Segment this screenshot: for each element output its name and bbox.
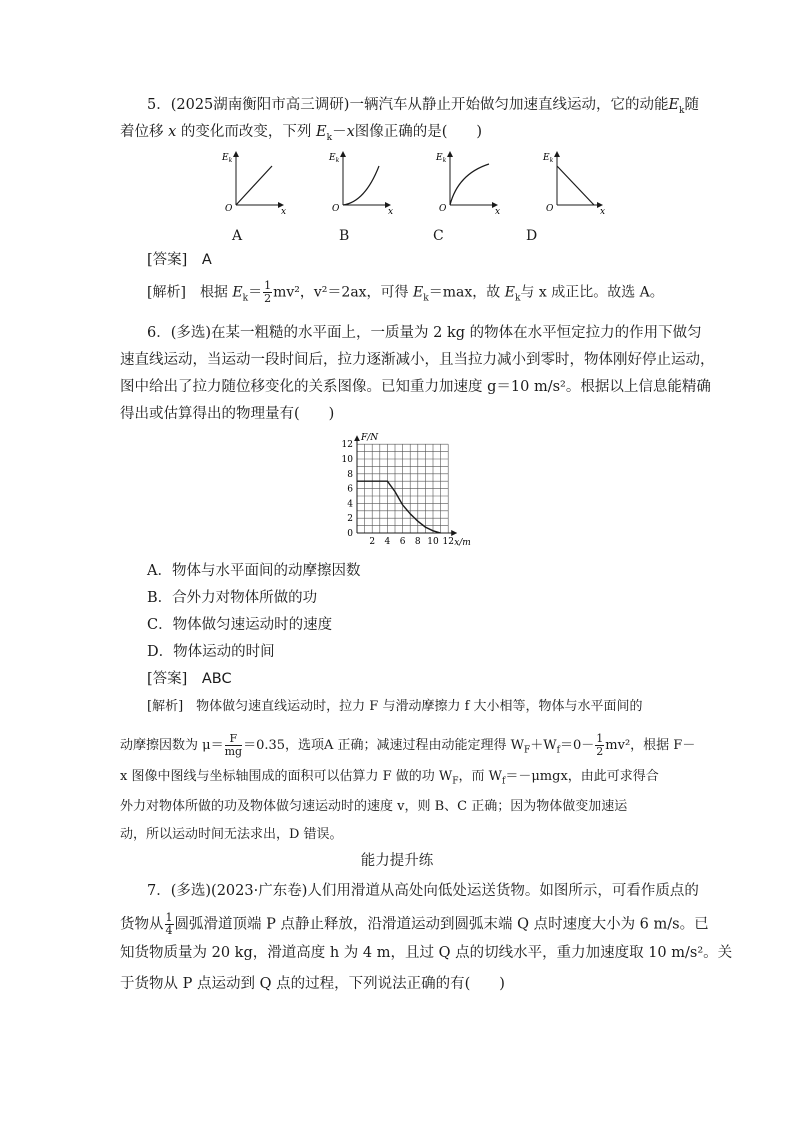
q6-line-3: 图中给出了拉力随位移变化的关系图像。已知重力加速度 g＝10 m/s²。根据以上信息能精确 — [120, 379, 711, 395]
q5-analysis: [解析] 根据 $E_k=$ $\frac{1}{2}$ mv²，v²＝2ax，可得 $E_k=\max$，故 $E_k$与 x 成正比。故选 A。 — [147, 279, 664, 305]
x-tick-label: 2 — [369, 537, 376, 547]
svg-text:x: x — [388, 207, 394, 217]
svg-text:x: x — [600, 207, 606, 217]
x-tick-label: 12 — [442, 537, 454, 547]
q5-text: 5．(2025湖南衡阳市高三调研)一辆汽车从静止开始做匀加速直线运动，它的动能 — [147, 97, 669, 113]
y-tick-label: 2 — [347, 514, 353, 525]
analysis-tag: [解析] — [147, 699, 184, 714]
x-tick-label: 8 — [414, 537, 421, 547]
graph-b-curve — [343, 166, 379, 205]
svg-text:Ek: $E_k$ — [436, 153, 447, 164]
q7-line-3: 知货物质量为 20 kg，滑道高度 h 为 4 m，且过 Q 点的切线水平，重力加速度取 10 m/s²。关 — [120, 945, 733, 961]
q7-line-4: 于货物从 P 点运动到 Q 点的过程，下列说法正确的有( ) — [120, 976, 505, 992]
x-tick-label: 10 — [427, 537, 439, 547]
q6-option-d: D．物体运动的时间 — [147, 644, 275, 660]
fx-chart-series — [357, 481, 441, 533]
graph-d — [542, 152, 605, 217]
q6-option-c: C．物体做匀速运动时的速度 — [147, 617, 333, 633]
force-curve — [357, 481, 441, 533]
svg-text:O: O — [439, 204, 447, 214]
graph-c-curve — [450, 164, 489, 205]
x-tick-label: 4 — [384, 537, 391, 547]
q6-option-a: A．物体与水平面间的动摩擦因数 — [147, 563, 361, 579]
q6-answer — [147, 669, 232, 689]
graph-d-line — [557, 166, 594, 205]
graph-a-line — [236, 166, 272, 205]
graph-b — [328, 152, 393, 217]
y-tick-label: 0 — [347, 529, 353, 539]
q7-line-1: 7．(多选)(2023·广东卷)人们用滑道从高处向低处运送货物。如图所示，可看作质点的 — [147, 883, 699, 899]
q6-option-b: B．合外力对物体所做的功 — [147, 590, 318, 606]
option-d-label: D — [526, 228, 538, 244]
y-tick-label: 12 — [341, 440, 353, 451]
answer-tag: [答案] — [147, 671, 188, 687]
fraction-half: $\frac{1}{2}$ — [264, 279, 272, 305]
section-title: 能力提升练 — [360, 853, 434, 869]
q6-analysis-line-2: 动摩擦因数为 μ＝ $\frac{F}{mg}$ ＝0.35，选项A 正确；减速过程由动能定理得 $W_F+W_f=0-$ $\frac{1}{2}$ mv²，根据 F－ — [120, 732, 696, 758]
q6-analysis-line-1: [解析] 物体做匀速直线运动时，拉力 F 与滑动摩擦力 f 大小相等，物体与水平面间的 — [147, 699, 643, 714]
y-tick-label: 4 — [347, 499, 353, 510]
answer-tag: [答案] — [147, 252, 188, 268]
q6-analysis-line-4: 外力对物体所做的功及物体做匀速运动时的速度 v，则 B、C 正确；因为物体做变加速运 — [120, 799, 628, 814]
q5-answer — [147, 250, 212, 270]
graph-a-xlabel: x — [281, 207, 287, 217]
analysis-tag: [解析] — [147, 284, 186, 301]
svg-text:Ek: $E_k$ — [329, 153, 340, 164]
q6-line-2: 速直线运动，当运动一段时间后，拉力逐渐减小，且当拉力减小到零时，物体刚好停止运动， — [120, 352, 715, 368]
fx-chart-ticks — [342, 440, 454, 547]
y-tick-label: 10 — [341, 455, 353, 465]
fraction-quarter: $\frac{1}{4}$ — [165, 911, 173, 937]
y-tick-label: 8 — [347, 469, 353, 480]
fx-chart-grid — [357, 444, 448, 533]
q6-analysis-line-3: x 图像中图线与坐标轴围成的面积可以估算力 F 做的功 $W_F$，而 $W_f=-\mu mgx$，由此可求得合 — [120, 769, 659, 787]
q7-line-2: 货物从 $\frac{1}{4}$ 圆弧滑道顶端 P 点静止释放，沿滑道运动到圆弧末端 Q 点时速度大小为 6 m/s。已 — [120, 911, 709, 937]
q5-line-2: 着位移 x 的变化而改变，下列 $E_k-x$图像正确的是( ) — [120, 124, 483, 143]
fraction-half: $\frac{1}{2}$ — [596, 732, 604, 758]
x-tick-label: 6 — [399, 537, 406, 547]
svg-text:x: x — [495, 207, 501, 217]
answer-value: A — [201, 252, 212, 268]
graph-a — [221, 152, 286, 217]
ek-symbol: E — [668, 97, 680, 113]
fraction-f-over-mg: $\frac{F}{mg}$ — [224, 732, 243, 758]
y-tick-label: 6 — [347, 484, 353, 495]
q6-line-1: 6．(多选)在某一粗糙的水平面上，一质量为 2 kg 的物体在水平恒定拉力的作用下做匀 — [147, 325, 702, 341]
fx-chart-xlabel: x/m — [454, 538, 471, 548]
graph-a-origin: O — [225, 204, 233, 214]
ek-subscript: k — [679, 105, 685, 116]
fx-chart — [330, 428, 510, 553]
graph-a-ylabel: $E_k$ — [222, 153, 233, 164]
q6-analysis-line-5: 动，所以运动时间无法求出，D 错误。 — [120, 827, 343, 842]
option-a-label: A — [232, 228, 243, 244]
svg-text:O: O — [546, 204, 554, 214]
svg-text:Ek: $E_k$ — [543, 153, 554, 164]
fx-chart-ylabel: F/N — [361, 433, 379, 444]
svg-text:O: O — [332, 204, 340, 214]
q6-line-4: 得出或估算得出的物理量有( ) — [120, 406, 335, 422]
option-b-label: B — [339, 228, 350, 244]
graph-c — [435, 152, 500, 217]
q5-graphs — [0, 144, 794, 224]
option-c-label: C — [433, 228, 444, 244]
q5-line-1: 5．(2025湖南衡阳市高三调研)一辆汽车从静止开始做匀加速直线运动，它的动能$E_k$随 — [147, 97, 700, 116]
answer-value: ABC — [201, 671, 232, 687]
